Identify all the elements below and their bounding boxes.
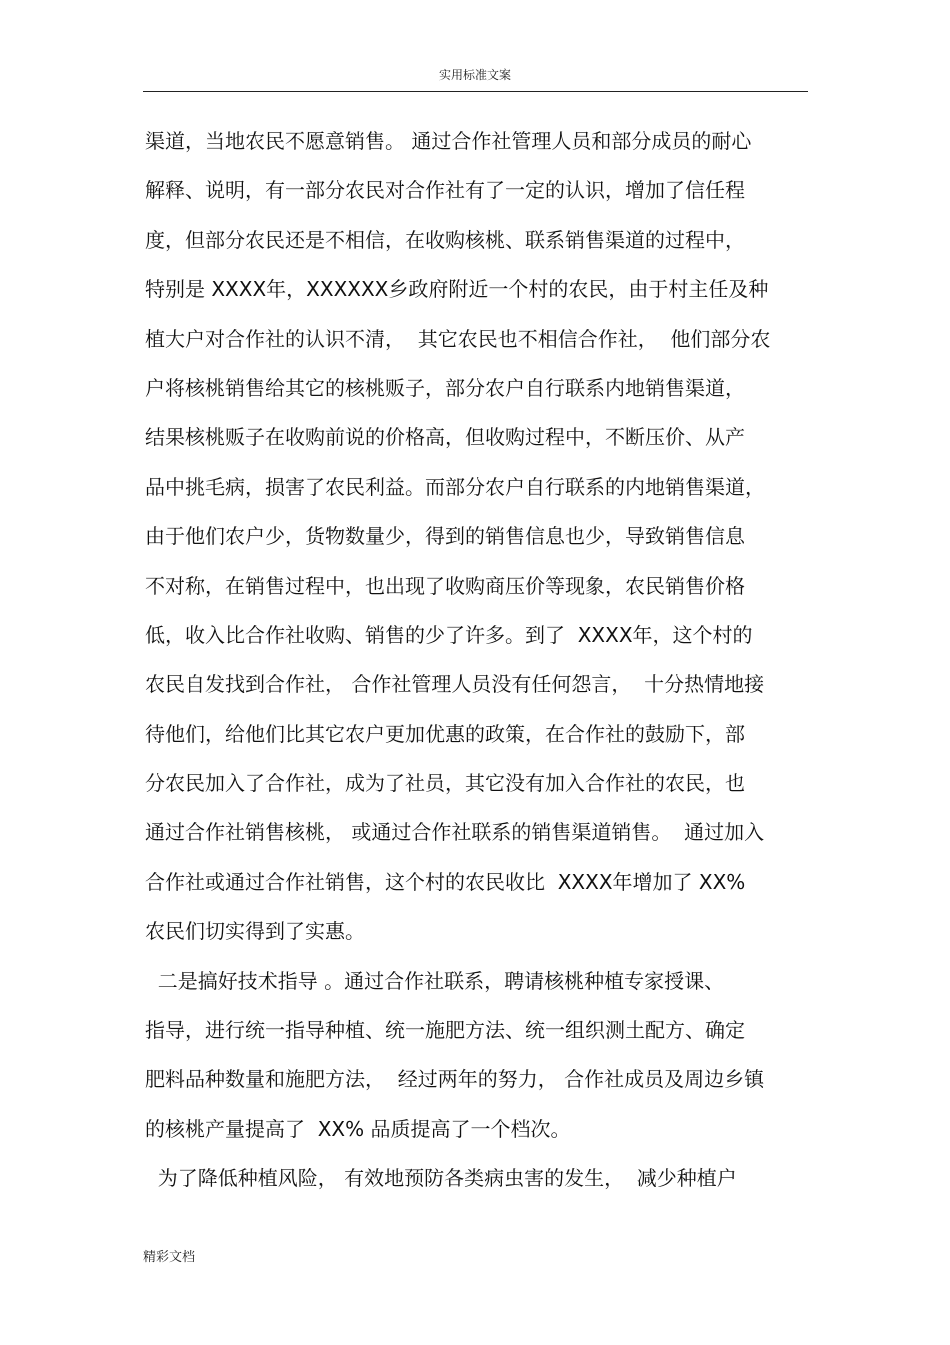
text-line: 由于他们农户少，货物数量少，得到的销售信息也少，导致销售信息 xyxy=(145,524,745,549)
text-line: 通过合作社销售核桃， 或通过合作社联系的销售渠道销售。 通过加入 xyxy=(145,820,765,845)
text-line: 的核桃产量提高了 XX% 品质提高了一个档次。 xyxy=(145,1116,571,1141)
text-line: 植大户对合作社的认识不清， 其它农民也不相信合作社， 他们部分农 xyxy=(145,326,771,351)
text-line: 户将核桃销售给其它的核桃贩子，部分农户自行联系内地销售渠道， xyxy=(145,375,745,400)
document-body xyxy=(145,117,810,1204)
text-line: 不对称，在销售过程中，也出现了收购商压价等现象，农民销售价格 xyxy=(145,573,745,598)
text-line: 特别是 XXXX年，XXXXXX乡政府附近一个村的农民，由于村主任及种 xyxy=(145,277,769,302)
text-line: 品中挑毛病，损害了农民利益。而部分农户自行联系的内地销售渠道， xyxy=(145,474,765,499)
page-footer-note: 精彩文档 xyxy=(143,1250,196,1265)
text-line: 指导，进行统一指导种植、统一施肥方法、统一组织测土配方、确定 xyxy=(145,1018,745,1043)
text-line: 农民自发找到合作社， 合作社管理人员没有任何怨言， 十分热情地接 xyxy=(145,672,765,697)
page-header-title: 实用标准文案 xyxy=(438,68,511,82)
text-line: 二是搞好技术指导 。通过合作社联系，聘请核桃种植专家授课、 xyxy=(145,968,725,993)
text-line: 待他们，给他们比其它农户更加优惠的政策，在合作社的鼓励下，部 xyxy=(145,721,745,746)
text-line: 为了降低种植风险， 有效地预防各类病虫害的发生， 减少种植户 xyxy=(145,1166,737,1191)
text-line: 度，但部分农民还是不相信，在收购核桃、联系销售渠道的过程中， xyxy=(145,227,745,252)
text-line: 解释、说明，有一部分农民对合作社有了一定的认识，增加了信任程 xyxy=(145,178,745,203)
text-line: 农民们切实得到了实惠。 xyxy=(145,919,365,944)
text-line: 渠道，当地农民不愿意销售。 通过合作社管理人员和部分成员的耐心 xyxy=(145,129,752,153)
text-line: 合作社或通过合作社销售，这个村的农民收比 XXXX年增加了 XX% xyxy=(145,869,746,894)
text-line: 肥料品种数量和施肥方法， 经过两年的努力， 合作社成员及周边乡镇 xyxy=(145,1067,765,1092)
header-divider xyxy=(143,91,808,92)
text-line: 结果核桃贩子在收购前说的价格高，但收购过程中，不断压价、从产 xyxy=(145,425,745,450)
text-line: 低，收入比合作社收购、销售的少了许多。到了 XXXX年，这个村的 xyxy=(145,622,753,647)
text-line: 分农民加入了合作社，成为了社员，其它没有加入合作社的农民，也 xyxy=(145,771,745,796)
